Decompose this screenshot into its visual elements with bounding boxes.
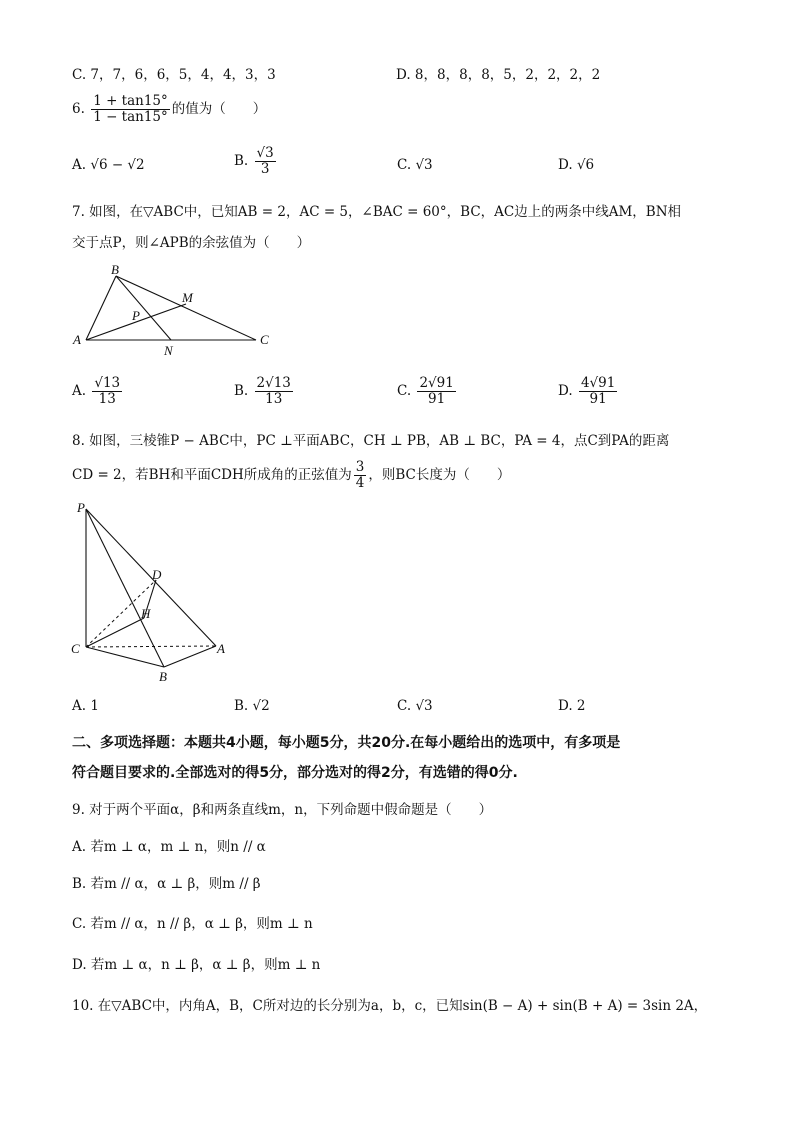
label-b: B [159,669,167,684]
label-c: C [71,641,80,656]
label-n: N [164,343,173,358]
q8-stem-line2 [72,460,510,491]
q7-stem-line1: 7. 如图，在▽ABC中，已知AB = 2，AC = 5，∠BAC = 60°，BC，AC边上的两条中线AM，BN相 [72,204,682,220]
fraction-denominator: 91 [589,391,607,407]
option-value: √3 [415,157,433,173]
q6-fraction-denominator: 1 − tan15° [93,109,168,125]
q8-stem-line2-start: CD = 2，若BH和平面CDH所成角的正弦值为 [72,467,352,483]
fraction-numerator: 2√13 [256,375,291,391]
q9-option-a: A. 若m ⊥ α，m ⊥ n，则n // α [72,839,266,855]
label-p: P [132,308,140,323]
label-p: P [77,500,85,515]
option-label: B. [234,698,249,714]
q7-option-c [397,376,458,407]
fraction-numerator: 2√91 [419,375,454,391]
fraction-denominator: 13 [98,391,116,407]
option-label: B. [234,383,249,399]
label-h: H [141,606,151,621]
option-label: C. [397,698,412,714]
q7-option-b [234,376,295,407]
option-label: D. [558,383,573,399]
q9-option-b: B. 若m // α，α ⊥ β，则m // β [72,876,261,892]
edge-pb [86,509,164,667]
fraction-denominator: 13 [265,391,283,407]
fraction-numerator: 3 [355,459,365,475]
q8-stem-line1: 8. 如图，三棱锥P − ABC中，PC ⊥平面ABC，CH ⊥ PB，AB ⊥ BC，PA = 4，点C到PA的距离 [72,433,670,449]
edge-pa [86,509,216,646]
q5-option-d: D. 8，8，8，8，5，2，2，2，2 [396,67,601,83]
option-fraction [255,376,293,407]
median-bn [116,276,171,340]
q6-number: 6. [72,101,85,117]
option-fraction [92,376,122,407]
label-b: B [111,262,119,277]
label-c: C [260,332,269,347]
q10-stem: 10. 在▽ABC中，内角A，B，C所对边的长分别为a，b，c，已知sin(B − A) + sin(B + A) = 3sin 2A， [72,998,708,1014]
q6-stem [72,94,266,125]
q6-fraction-numerator: 1 + tan15° [93,93,168,109]
q8-option-c [397,697,433,715]
q6-fraction [91,94,170,125]
label-a: A [217,641,225,656]
q6-suffix: 的值为（ ） [171,101,267,117]
q8-option-d: D. 2 [558,698,586,714]
label-d: D [152,567,162,582]
option-value: √2 [252,698,270,714]
q9-option-c: C. 若m // α，n // β，α ⊥ β，则m ⊥ n [72,916,313,932]
q8-pyramid-figure [66,497,246,687]
q7-option-a [72,376,124,407]
edge-ba [164,646,216,667]
q7-triangle-figure [70,262,280,362]
q7-stem-line2: 交于点P，则∠APB的余弦值为（ ） [72,235,311,251]
q6-option-a [72,156,145,174]
section2-heading-line1: 二、多项选择题：本题共4小题，每小题5分，共20分.在每小题给出的选项中，有多项是 [72,735,621,751]
option-label: C. [397,383,412,399]
fraction-denominator: 4 [355,475,365,491]
q6-option-d [558,156,594,174]
q8-option-a: A. 1 [72,698,99,714]
q8-option-b [234,697,270,715]
option-value: √3 [415,698,433,714]
q6-option-c [397,156,433,174]
fraction-denominator: 91 [428,391,446,407]
q9-stem: 9. 对于两个平面α，β和两条直线m，n，下列命题中假命题是（ ） [72,802,493,818]
option-label: B. [234,153,249,169]
q8-fraction [354,460,367,491]
fraction-denominator: 3 [260,161,270,177]
edge-ca-dashed [86,646,216,647]
option-value: √6 [576,157,595,173]
q7-option-d [558,376,619,407]
option-label: A. [72,383,87,399]
option-fraction [255,146,276,177]
fraction-numerator: 4√91 [580,375,616,391]
edge-cb [86,647,164,667]
fraction-numerator: √3 [256,145,274,161]
option-label: D. [558,157,573,173]
option-fraction [579,376,617,407]
option-label: A. [72,157,87,173]
label-a: A [73,332,81,347]
option-label: C. [397,157,412,173]
q6-option-b [234,146,278,177]
q9-option-d: D. 若m ⊥ α，n ⊥ β，α ⊥ β，则m ⊥ n [72,957,321,973]
segment-ch [86,618,144,647]
fraction-numerator: √13 [94,375,121,391]
option-value: √6 − √2 [90,157,145,173]
q8-stem-line2-end: ，则BC长度为（ ） [368,467,511,483]
option-fraction [417,376,455,407]
section2-heading-line2: 符合题目要求的.全部选对的得5分，部分选对的得2分，有选错的得0分. [72,765,518,781]
q5-option-c: C. 7，7，6，6，5，4，4，3，3 [72,67,276,83]
label-m: M [182,290,193,305]
